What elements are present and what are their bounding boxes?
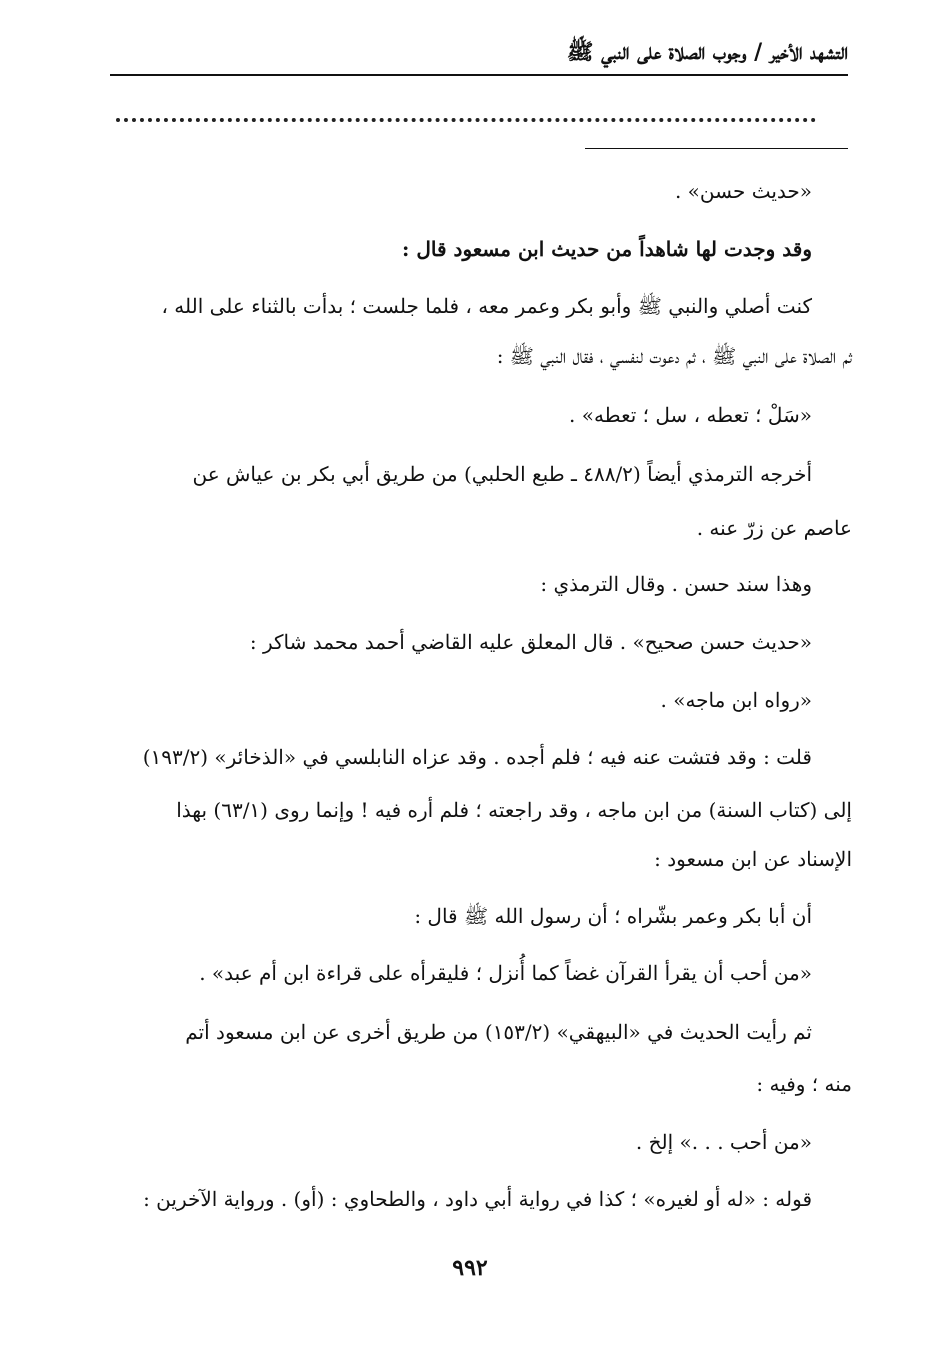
- page-number: ٩٩٢: [452, 1255, 488, 1281]
- dotted-separator: [116, 118, 816, 122]
- text-line: عاصم عن زرّ عنه .: [696, 516, 852, 540]
- text-line: كنت أصلي والنبي ﷺ وأبو بكر وعمر معه ، فلما جلست ؛ بدأت بالثناء على الله ،: [161, 294, 812, 318]
- text-line: قوله : «له أو لغيره» ؛ كذا في رواية أبي داود ، والطحاوي : (أو) . ورواية الآخرين :: [143, 1187, 812, 1211]
- text-line: «من أحب أن يقرأ القرآن غضاً كما أُنزل ؛ فليقرأه على قراءة ابن أم عبد» .: [199, 961, 812, 985]
- text-line: «رواه ابن ماجه» .: [660, 688, 812, 712]
- text-line: «من أحب . . .» إلخ .: [635, 1130, 812, 1154]
- text-line: ثم رأيت الحديث في «البيهقي» (١٥٣/٢) من طريق أخرى عن ابن مسعود أتم: [185, 1020, 812, 1044]
- running-header: التشهد الأخير / وجوب الصلاة على النبي ﷺ: [566, 39, 848, 65]
- text-line: «سَلْ ؛ تعطه ، سل ؛ تعطه» .: [569, 403, 812, 427]
- text-line: «حديث حسن صحيح» . قال المعلق عليه القاضي أحمد محمد شاكر :: [249, 630, 812, 654]
- text-line: الإسناد عن ابن مسعود :: [654, 847, 852, 871]
- text-line: «حديث حسن» .: [674, 179, 812, 203]
- footnote-rule: [585, 148, 848, 149]
- text-line: أن أبا بكر وعمر بشّراه ؛ أن رسول الله ﷺ قال :: [414, 904, 812, 928]
- text-line: منه ؛ وفيه :: [756, 1072, 852, 1096]
- text-line: ثم الصلاة على النبي ﷺ ، ثم دعوت لنفسي ، فقال النبي ﷺ :: [496, 344, 852, 368]
- text-line: أخرجه الترمذي أيضاً (٤٨٨/٢ ـ طبع الحلبي) من طريق أبي بكر بن عياش عن: [192, 462, 812, 486]
- text-line: قلت : وقد فتشت عنه فيه ؛ فلم أجده . وقد عزاه النابلسي في «الذخائر» (١٩٣/٢): [142, 745, 812, 769]
- header-rule: [110, 74, 848, 76]
- text-line: إلى (كتاب السنة) من ابن ماجه ، وقد راجعته ؛ فلم أره فيه ! وإنما روى (٦٣/١) بهذا: [176, 798, 852, 822]
- text-line: وقد وجدت لها شاهداً من حديث ابن مسعود قال :: [402, 237, 812, 261]
- text-line: وهذا سند حسن . وقال الترمذي :: [540, 572, 812, 596]
